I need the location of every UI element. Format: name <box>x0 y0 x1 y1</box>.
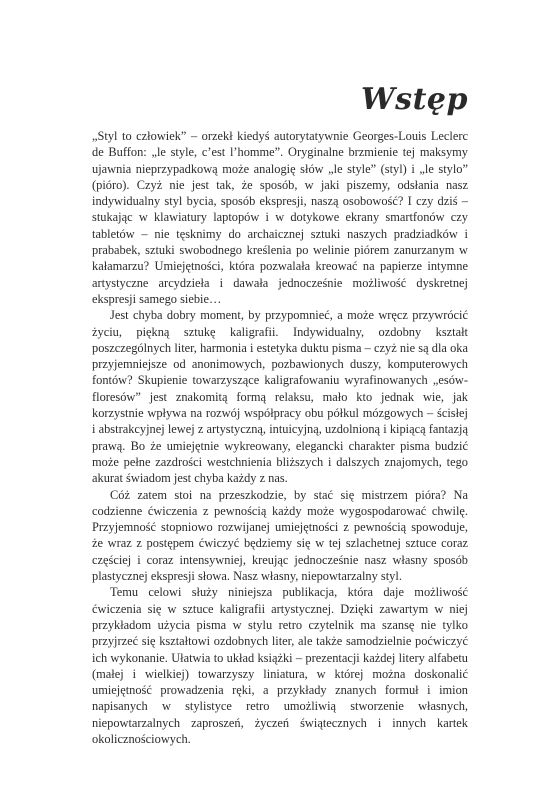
page-title: Wstęp <box>360 82 468 117</box>
body-text <box>92 128 468 747</box>
paragraph: Temu celowi służy niniejsza publikacja, która daje możliwość ćwiczenia się w sztuce kaligrafii artystycznej. Dzięki zawartym w niej przykładom użycia pisma w stylu retro czytelnik ma szansę nie tylko przyjrzeć się kształtowi ozdobnych liter, ale także samodzielnie poćwiczyć ich wykonanie. Ułatwia to układ książki – prezentacji każdej litery alfabetu (małej i wielkiej) towarzyszy liniatura, w której można doskonalić umiejętność prowadzenia ręki, a przykłady znanych formuł i imion napisanych w stylistyce retro umożliwią stworzenie własnych, niepowtarzalnych zaproszeń, życzeń świątecznych i innych kartek okolicznościowych. <box>92 585 468 746</box>
paragraph: „Styl to człowiek” – orzekł kiedyś autorytatywnie Georges-Louis Leclerc de Buffon: „le style, c’est l’homme”. Oryginalne brzmienie tej maksymy ujawnia nieprzypadkową może analogię słów „le style” (styl) i „le stylo” (pióro). Czyż nie jest tak, że sposób, w jaki piszemy, odsłania nasz indywidualny styl bycia, sposób ekspresji, naszą osobowość? I czy dziś – stukając w klawiatury laptopów i w dotykowe ekrany smartfonów czy tabletów – nie tęsknimy do archaicznej sztuki naszych pradziadków i prababek, sztuki swobodnego kreślenia po welinie piórem zanurzanym w kałamarzu? Umiejętności, która pozwalała kreować na papierze intymne artystyczne arcydzieła i dawała jednocześnie możliwość dyskretnej ekspresji samego siebie… <box>92 129 468 306</box>
paragraph: Cóż zatem stoi na przeszkodzie, by stać się mistrzem pióra? Na codzienne ćwiczenia z pewnością każdy może wygospodarować chwilę. Przyjemność stopniowo rozwijanej umiejętności z pewnością spowoduje, że wraz z postępem ćwiczyć będziemy się w tej szlachetnej sztuce coraz częściej i coraz intensywniej, kreując jednocześnie nasz własny sposób plastycznej ekspresji słowa. Nasz własny, niepowtarzalny styl. <box>92 487 468 584</box>
paragraph: Jest chyba dobry moment, by przypomnieć, a może wręcz przywrócić życiu, piękną sztukę kaligrafii. Indywidualny, ozdobny kształt poszczególnych liter, harmonia i estetyka duktu pisma – czyż nie są dla oka przyjemniejsze od anonimowych, pozbawionych duszy, komputerowych fontów? Skupienie towarzyszące kaligrafowaniu wyrafinowanych „esów-floresów” jest znakomitą formą relaksu, mało kto jednak wie, jak korzystnie wpływa na rozwój współpracy obu półkul mózgowych – ścisłej i abstrakcyjnej lewej z artystyczną, intuicyjną, uzdolnioną i kipiącą fantazją prawą. Bo że umiejętnie wykreowany, elegancki charakter pisma budzić może pełne zazdrości westchnienia bliższych i dalszych znajomych, tego akurat świadom jest chyba każdy z nas. <box>92 308 468 486</box>
